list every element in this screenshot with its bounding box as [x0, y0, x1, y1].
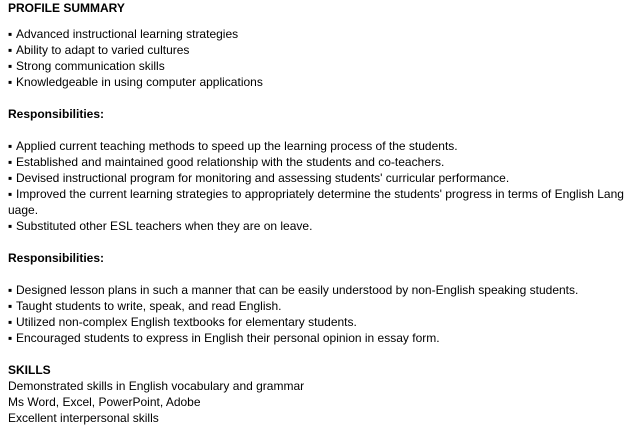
bullet-icon: ▪	[8, 59, 13, 73]
bullet-icon: ▪	[8, 219, 13, 233]
bullet-icon: ▪	[8, 139, 13, 153]
list-item: ▪ Knowledgeable in using computer applications	[8, 75, 263, 89]
list-item: ▪ Ability to adapt to varied cultures	[8, 43, 190, 57]
responsibilities-heading-1: Responsibilities:	[8, 107, 105, 121]
list-item: ▪ Strong communication skills	[8, 59, 165, 73]
bullet-icon: ▪	[8, 315, 13, 329]
bullet-icon: ▪	[8, 283, 13, 297]
list-item: ▪ Advanced instructional learning strategies	[8, 27, 239, 41]
list-item: Excellent interpersonal skills	[8, 411, 159, 425]
profile-summary-heading: PROFILE SUMMARY	[8, 1, 125, 15]
list-item: ▪ Substituted other ESL teachers when they are on leave.	[8, 219, 313, 233]
responsibilities-list-1	[8, 138, 638, 234]
list-item: ▪ Designed lesson plans in such a manner that can be easily understood by non-English speaking students.	[8, 283, 579, 297]
bullet-icon: ▪	[8, 155, 13, 169]
list-item: Demonstrated skills in English vocabulary and grammar	[8, 379, 305, 393]
responsibilities-list-2	[8, 282, 638, 346]
list-item: ▪ Taught students to write, speak, and read English.	[8, 299, 282, 313]
bullet-icon: ▪	[8, 75, 13, 89]
skills-heading: SKILLS	[8, 363, 51, 377]
bullet-icon: ▪	[8, 27, 13, 41]
list-item: ▪ Established and maintained good relationship with the students and co-teachers.	[8, 155, 445, 169]
list-item: ▪ Utilized non-complex English textbooks for elementary students.	[8, 315, 357, 329]
bullet-icon: ▪	[8, 299, 13, 313]
profile-summary-list	[8, 26, 638, 90]
list-item: ▪ Devised instructional program for monitoring and assessing students' curricular performance.	[8, 171, 510, 185]
bullet-icon: ▪	[8, 331, 13, 345]
list-item: ▪ Applied current teaching methods to speed up the learning process of the students.	[8, 139, 458, 153]
list-item: ▪ Improved the current learning strategies to appropriately determine the students' progress in terms of English Language.	[8, 187, 624, 217]
skills-list	[8, 378, 638, 426]
list-item: Ms Word, Excel, PowerPoint, Adobe	[8, 395, 201, 409]
bullet-icon: ▪	[8, 43, 13, 57]
list-item: ▪ Encouraged students to express in English their personal opinion in essay form.	[8, 331, 440, 345]
bullet-icon: ▪	[8, 171, 13, 185]
resume-document	[8, 0, 638, 426]
bullet-icon: ▪	[8, 187, 13, 201]
responsibilities-heading-2: Responsibilities:	[8, 251, 105, 265]
